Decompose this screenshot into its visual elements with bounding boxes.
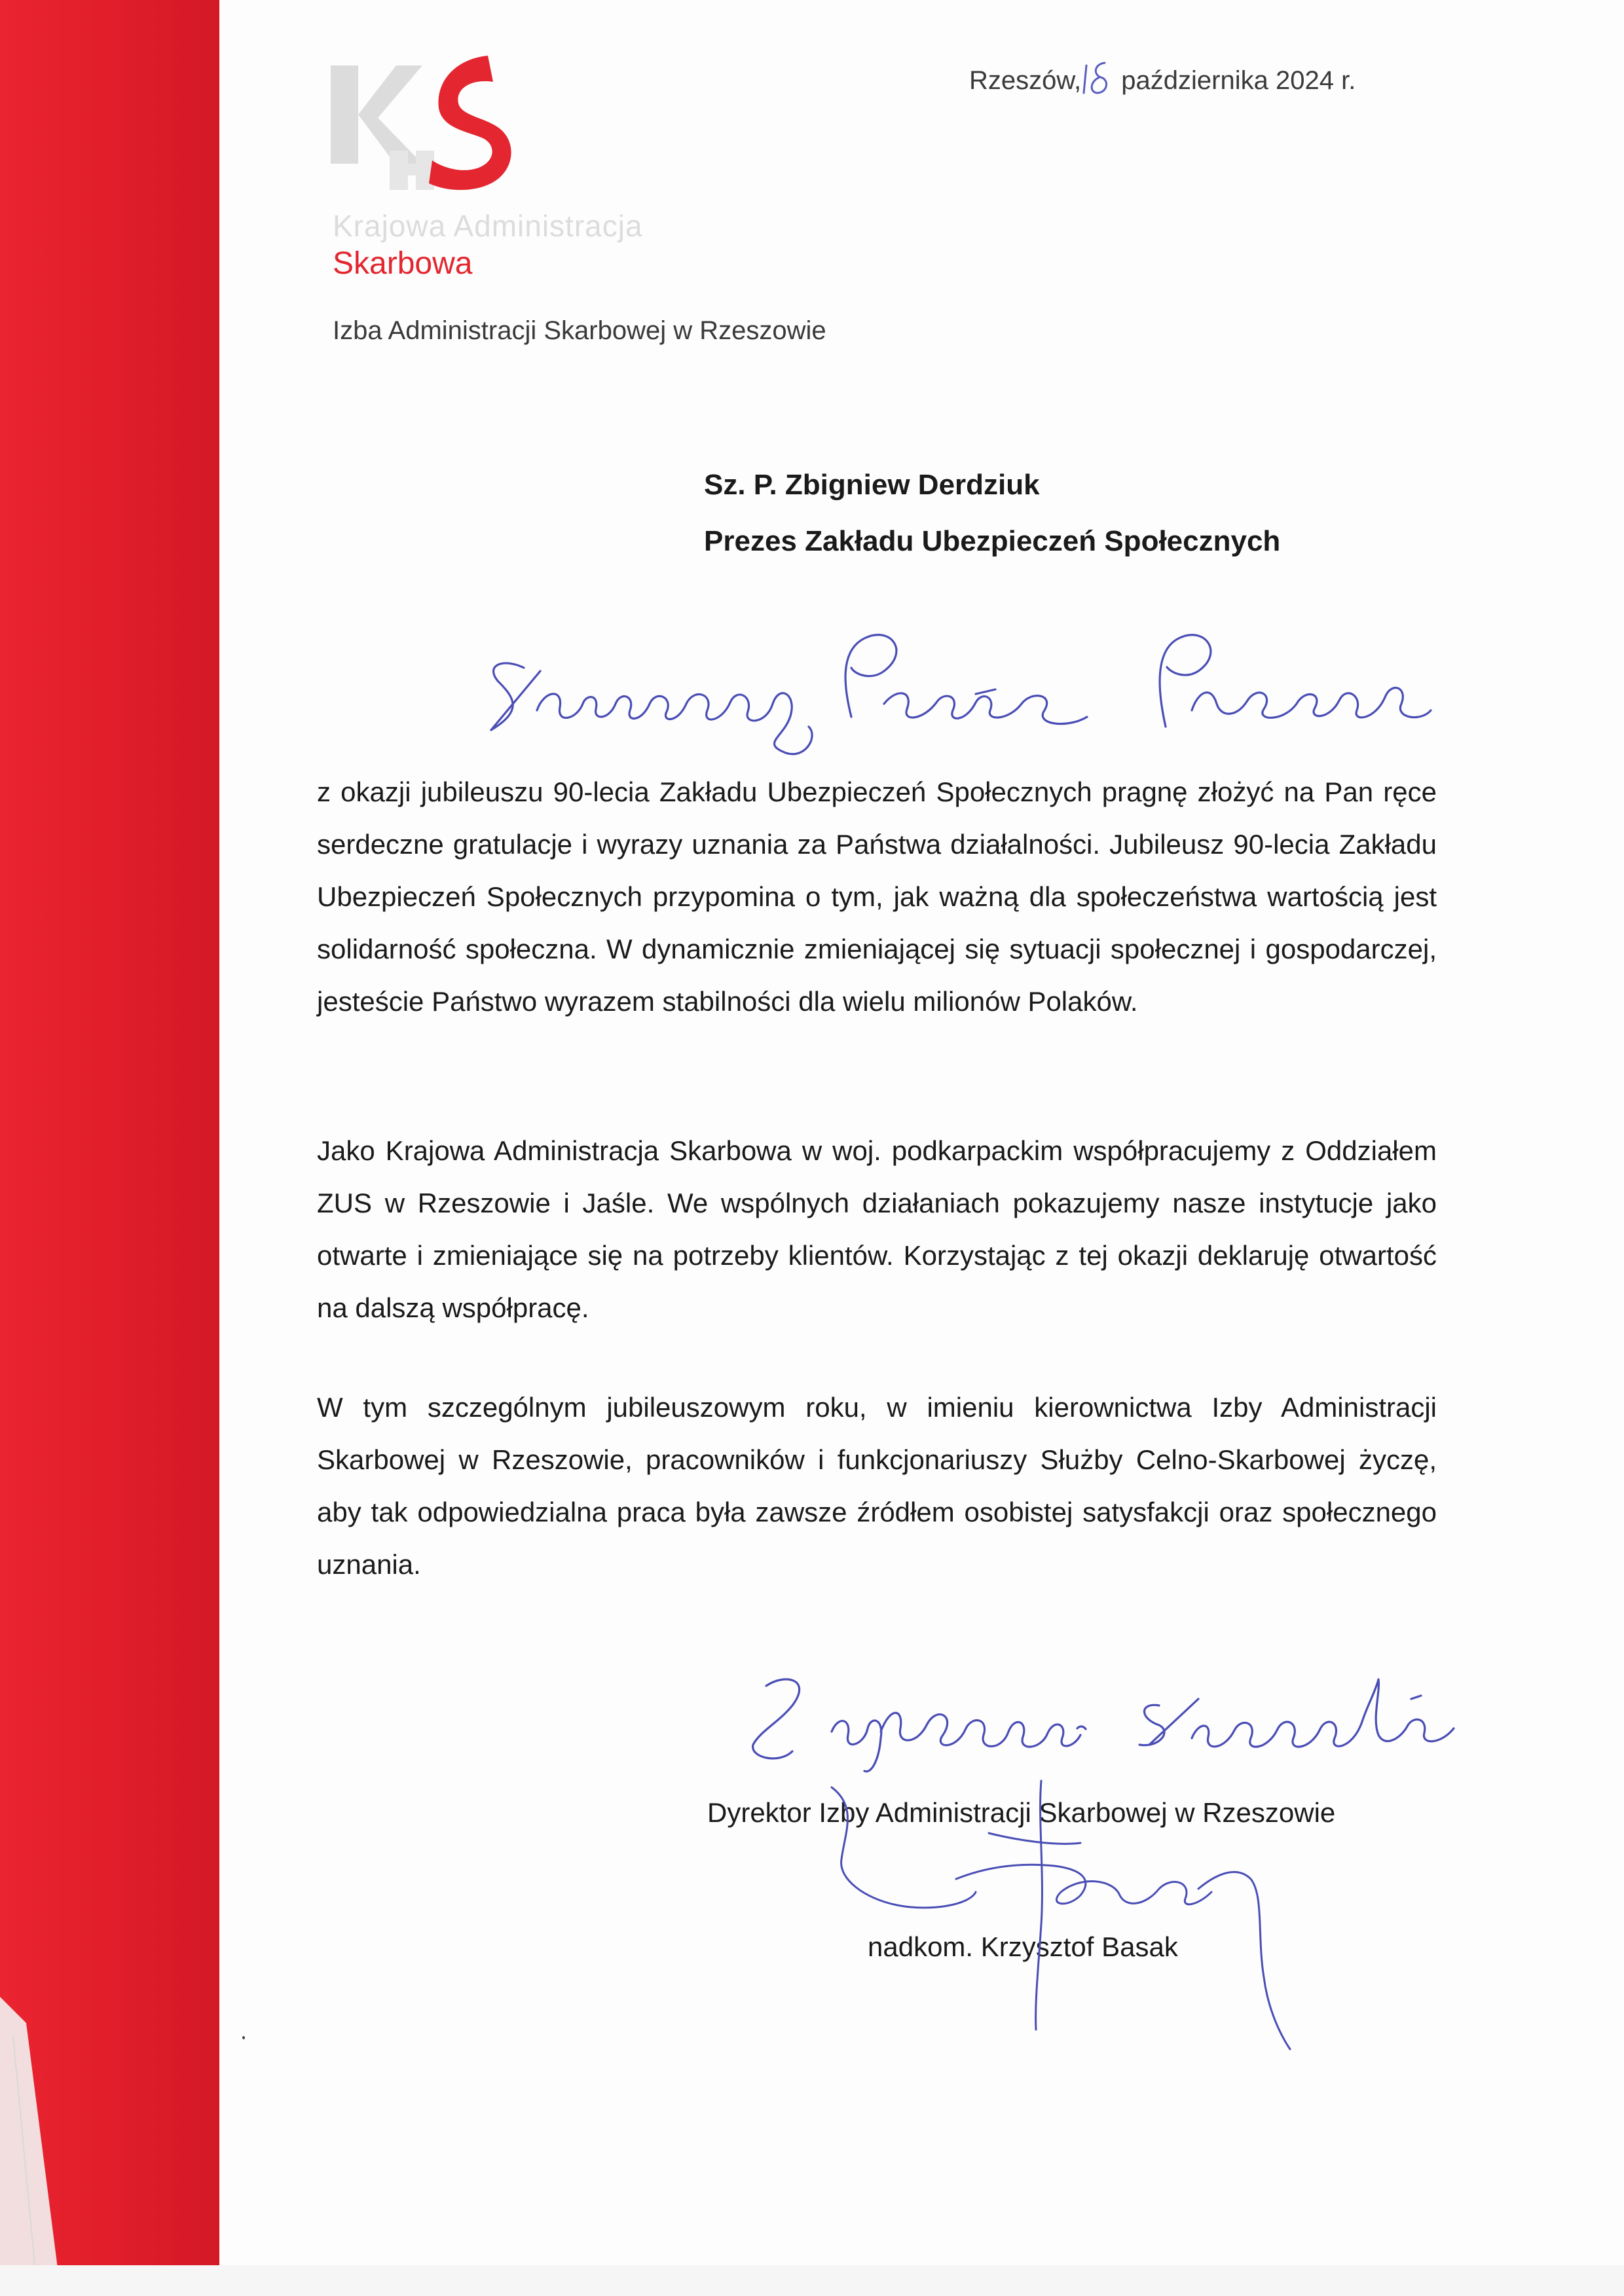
letter-date	[969, 59, 1356, 98]
page-bottom-edge	[0, 2265, 1624, 2296]
kas-logo-icon	[324, 52, 521, 196]
handwritten-day-18	[1081, 59, 1114, 98]
paper-fold-mark	[0, 1997, 79, 2278]
red-side-band	[0, 0, 219, 2278]
handwritten-greeting	[478, 612, 1434, 763]
date-prefix: Rzeszów,	[969, 66, 1082, 95]
sender-office: Izba Administracji Skarbowej w Rzeszowie	[333, 316, 826, 345]
body-paragraph-1	[317, 766, 1437, 1028]
date-suffix: października 2024 r.	[1121, 66, 1356, 95]
addressee-position: Prezes Zakładu Ubezpieczeń Społecznych	[704, 525, 1281, 557]
paragraph-3-text: W tym szczególnym jubileuszowym roku, w imieniu kierownictwa Izby Administracji Skarbowej w Rzeszowie, pracowników i funkcjonariuszy Służby Celno-Skarbowej życzę, aby tak odpowiedzialna praca była zawsze źródłem osobistej satysfakcji oraz społecznego uznania.	[317, 1392, 1437, 1580]
logo-text-skarbowa: Skarbowa	[333, 246, 473, 281]
paragraph-2-text: Jako Krajowa Administracja Skarbowa w woj. podkarpackim współpracujemy z Oddziałem ZUS w Rzeszowie i Jaśle. We wspólnych działaniach pokazujemy nasze instytucje jako otwarte i zmieniające się na potrzeby klientów. Korzystając z tej okazji deklaruję otwartość na dalszą współpracę.	[317, 1135, 1437, 1323]
addressee-block	[704, 457, 1280, 570]
addressee-name: Sz. P. Zbigniew Derdziuk	[704, 469, 1040, 501]
signer-name: nadkom. Krzysztof Basak	[868, 1931, 1178, 1962]
logo-text-krajowa-administracja: Krajowa Administracja	[333, 209, 643, 243]
handwritten-closing	[740, 1653, 1473, 1777]
handwritten-signature	[805, 1768, 1316, 2069]
body-paragraph-3	[317, 1381, 1437, 1591]
ink-speck	[242, 2036, 245, 2039]
director-title: Dyrektor Izby Administracji Skarbowej w Rzeszowie	[707, 1797, 1336, 1828]
paragraph-1-text: z okazji jubileuszu 90-lecia Zakładu Ubezpieczeń Społecznych pragnę złożyć na Pan ręce serdeczne gratulacje i wyrazy uznania za Państwa działalności. Jubileusz 90-lecia Zakładu Ubezpieczeń Społecznych przypomina o tym, jak ważną dla społeczeństwa wartością jest solidarność społeczna. W dynamicznie zmieniającej się sytuacji społecznej i gospodarczej, jesteście Państwo wyrazem stabilności dla wielu milionów Polaków.	[317, 776, 1437, 1017]
body-paragraph-2	[317, 1125, 1437, 1334]
